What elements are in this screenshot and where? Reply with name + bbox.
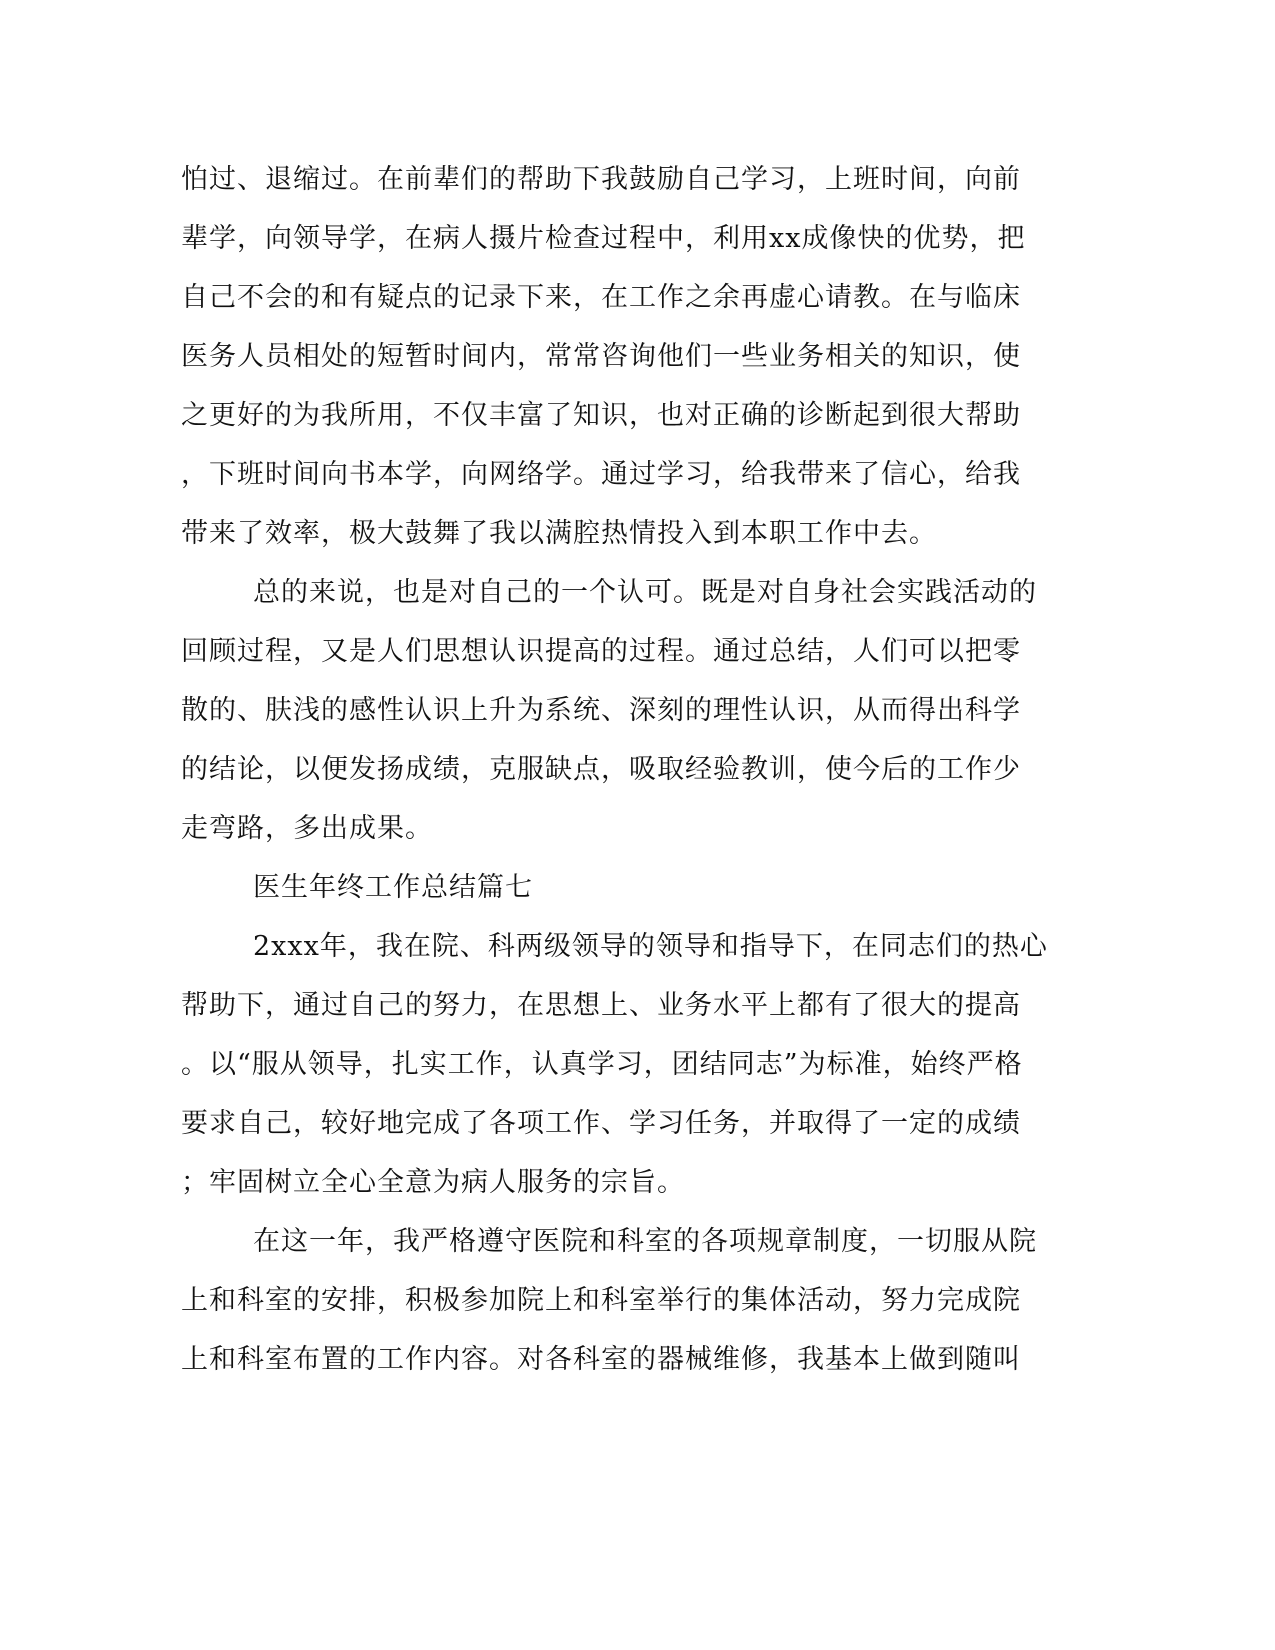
text-line: 的结论，以便发扬成绩，克服缺点，吸取经验教训，使今后的工作少 bbox=[181, 754, 1021, 785]
paragraph-first-line: 在这一年，我严格遵守医院和科室的各项规章制度，一切服从院 bbox=[253, 1226, 1037, 1257]
text-line: 怕过、退缩过。在前辈们的帮助下我鼓励自己学习，上班时间，向前 bbox=[181, 164, 1021, 195]
text-line: ，下班时间向书本学，向网络学。通过学习，给我带来了信心，给我 bbox=[181, 459, 1021, 490]
text-line: 之更好的为我所用，不仅丰富了知识，也对正确的诊断起到很大帮助 bbox=[181, 400, 1021, 431]
paragraph-first-line: 总的来说，也是对自己的一个认可。既是对自身社会实践活动的 bbox=[253, 577, 1037, 608]
text-line: 带来了效率，极大鼓舞了我以满腔热情投入到本职工作中去。 bbox=[181, 518, 937, 549]
text-line: 散的、肤浅的感性认识上升为系统、深刻的理性认识，从而得出科学 bbox=[181, 695, 1021, 726]
text-line: 自己不会的和有疑点的记录下来，在工作之余再虚心请教。在与临床 bbox=[181, 282, 1021, 313]
text-line: 上和科室的安排，积极参加院上和科室举行的集体活动，努力完成院 bbox=[181, 1285, 1021, 1316]
text-line: 走弯路，多出成果。 bbox=[181, 813, 433, 844]
text-line: 要求自己，较好地完成了各项工作、学习任务，并取得了一定的成绩 bbox=[181, 1108, 1021, 1139]
text-line: 辈学，向领导学，在病人摄片检查过程中，利用xx成像快的优势，把 bbox=[181, 223, 1026, 254]
text-line: 回顾过程，又是人们思想认识提高的过程。通过总结，人们可以把零 bbox=[181, 636, 1021, 667]
text-line: 上和科室布置的工作内容。对各科室的器械维修，我基本上做到随叫 bbox=[181, 1344, 1021, 1375]
text-line: ；牢固树立全心全意为病人服务的宗旨。 bbox=[181, 1167, 685, 1198]
section-heading: 医生年终工作总结篇七 bbox=[253, 872, 533, 903]
text-line: 帮助下，通过自己的努力，在思想上、业务水平上都有了很大的提高 bbox=[181, 990, 1021, 1021]
text-line: 医务人员相处的短暂时间内，常常咨询他们一些业务相关的知识，使 bbox=[181, 341, 1021, 372]
text-line: 。以“服从领导，扎实工作，认真学习，团结同志”为标准，始终严格 bbox=[181, 1049, 1023, 1080]
paragraph-first-line: 2xxx年，我在院、科两级领导的领导和指导下，在同志们的热心 bbox=[253, 931, 1048, 962]
